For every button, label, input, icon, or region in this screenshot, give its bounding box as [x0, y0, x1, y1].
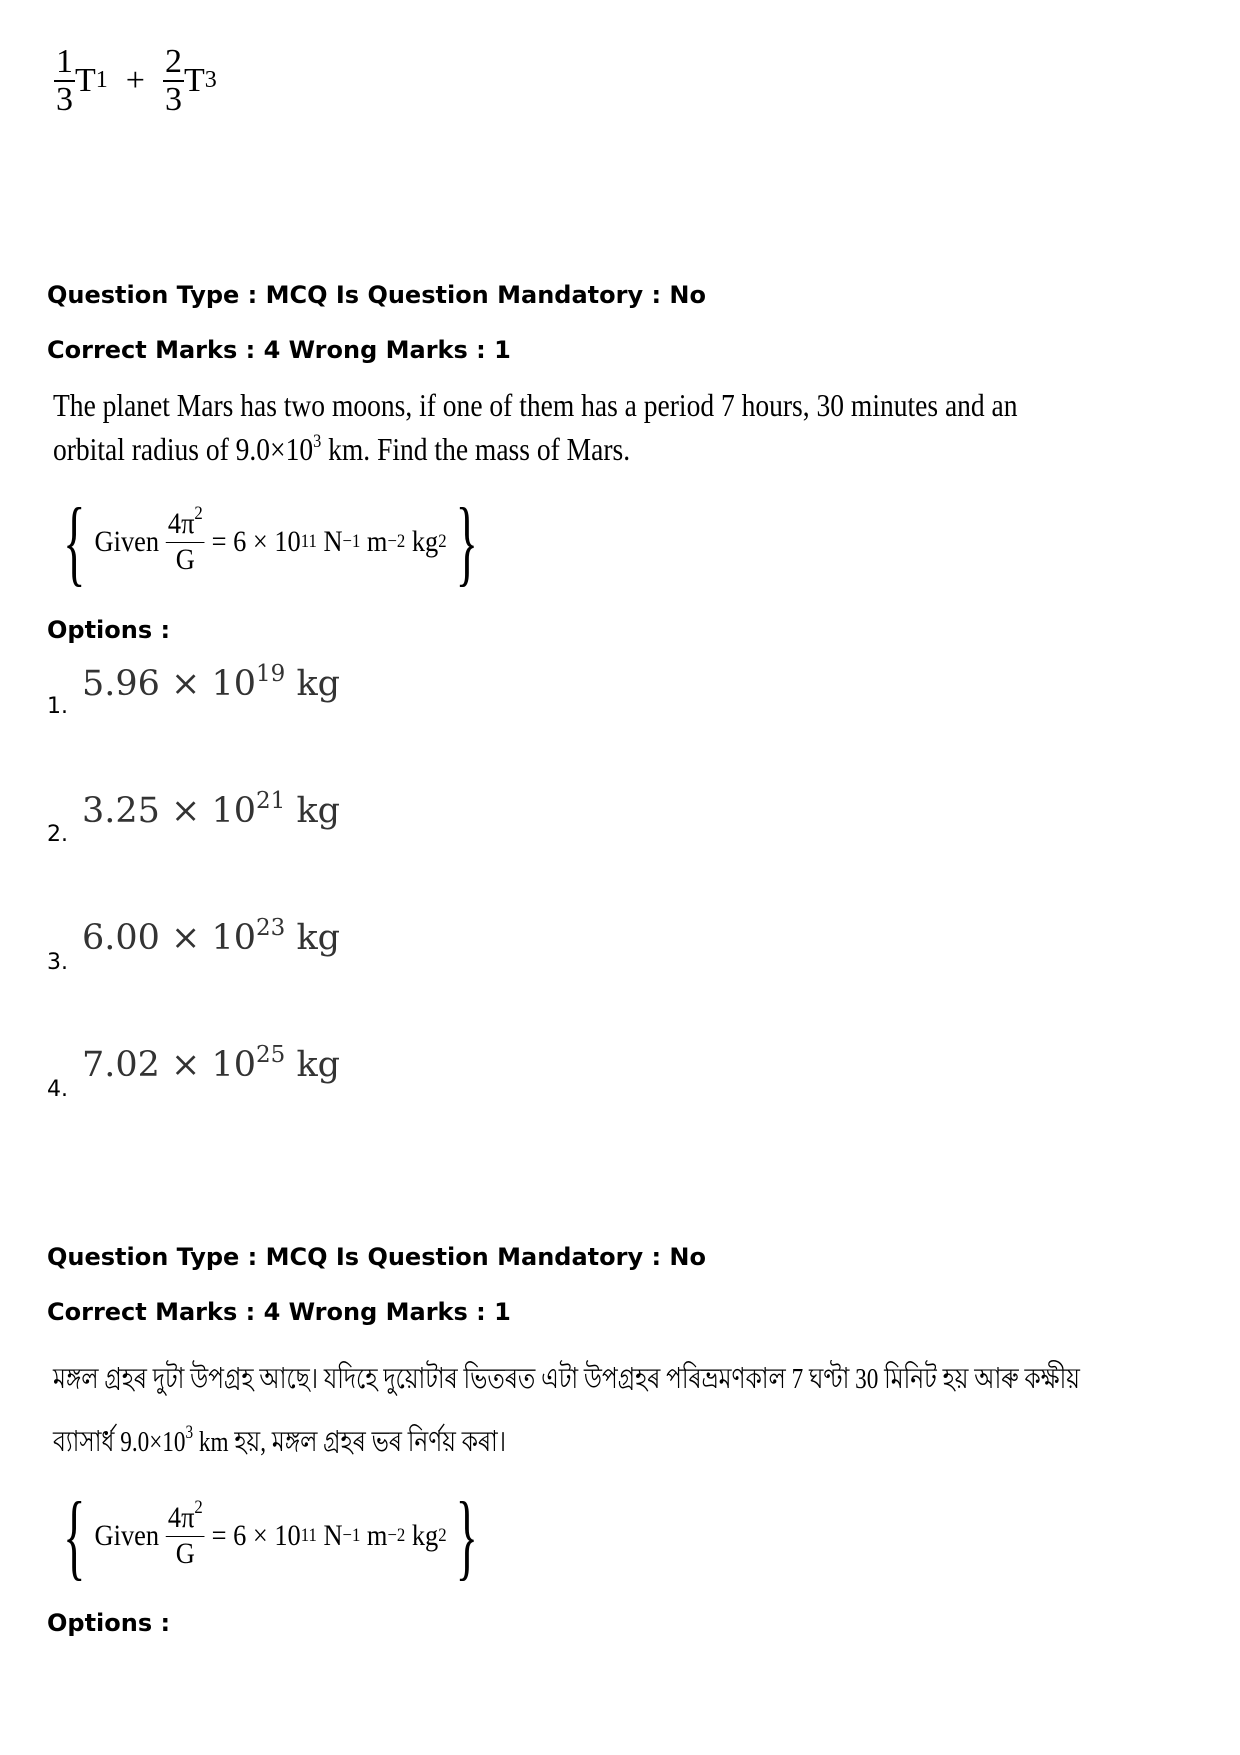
expression-term-2: $\frac{2}{3}$ T 3 — [164, 43, 217, 118]
question1-given-formula: { Given $\frac{4\pi^2}{G}$ = 6 × 10 11 N −1 m −2 kg 2 } — [63, 488, 479, 595]
right-brace: } — [455, 1482, 479, 1589]
option-3-number: 3. — [47, 950, 68, 975]
question2-options-label: Options : — [47, 1609, 171, 1637]
expression-term-1: $\frac{1}{3}$ T 1 — [56, 43, 108, 118]
option-4-value[interactable]: $7.02 \times 10^{25}$ kg — [82, 1042, 341, 1085]
question2-text: মঙ্গল গ্ৰহৰ দুটা উপগ্ৰহ আছে। যদিহে দুয়োটাৰ ভিতৰত এটা উপগ্ৰহৰ পৰিভ্ৰমণকাল 7 ঘণ্টা 30 মিনিট হয় আৰু কক্ষীয় ব্যাসাৰ্ধ $9.0\times 10^3$ km হয়, মঙ্গল গ্ৰহৰ ভৰ নিৰ্ণয় কৰা। — [53, 1363, 1080, 1458]
fraction-one-third: $\frac{1}{3}$ — [56, 43, 73, 118]
question2-meta: Question Type : MCQ Is Question Mandatory : No — [47, 1243, 706, 1271]
given-fraction: $\frac{4\pi^2}{G}$ — [167, 1497, 203, 1570]
left-brace: { — [63, 488, 86, 595]
right-brace: } — [455, 488, 479, 595]
left-brace: { — [63, 1482, 86, 1589]
question2-given-formula: { Given $\frac{4\pi^2}{G}$ = 6 × 10 11 N −1 m −2 kg 2 } — [63, 1482, 479, 1589]
option-3-value[interactable]: $6.00 \times 10^{23}$ kg — [82, 915, 341, 958]
fraction-two-thirds: $\frac{2}{3}$ — [164, 43, 182, 118]
question1-text: The planet Mars has two moons, if one of them has a period 7 hours, 30 minutes and an orbital radius of $9.0\times 10^3$ km. Find the mass of Mars. — [53, 387, 1018, 467]
top-expression — [54, 44, 217, 117]
question1-meta: Question Type : MCQ Is Question Mandatory : No — [47, 281, 706, 309]
option-1-number: 1. — [47, 694, 68, 719]
given-fraction: $\frac{4\pi^2}{G}$ — [167, 503, 203, 576]
question1-options-label: Options : — [47, 616, 171, 644]
option-2-number: 2. — [47, 822, 68, 847]
question1-marks: Correct Marks : 4 Wrong Marks : 1 — [47, 336, 511, 364]
option-4-number: 4. — [47, 1077, 68, 1102]
question2-marks: Correct Marks : 4 Wrong Marks : 1 — [47, 1298, 511, 1326]
option-1-value[interactable]: $5.96 \times 10^{19}$ kg — [82, 661, 341, 704]
plus-sign: + — [125, 61, 145, 99]
option-2-value[interactable]: $3.25 \times 10^{21}$ kg — [82, 788, 341, 831]
